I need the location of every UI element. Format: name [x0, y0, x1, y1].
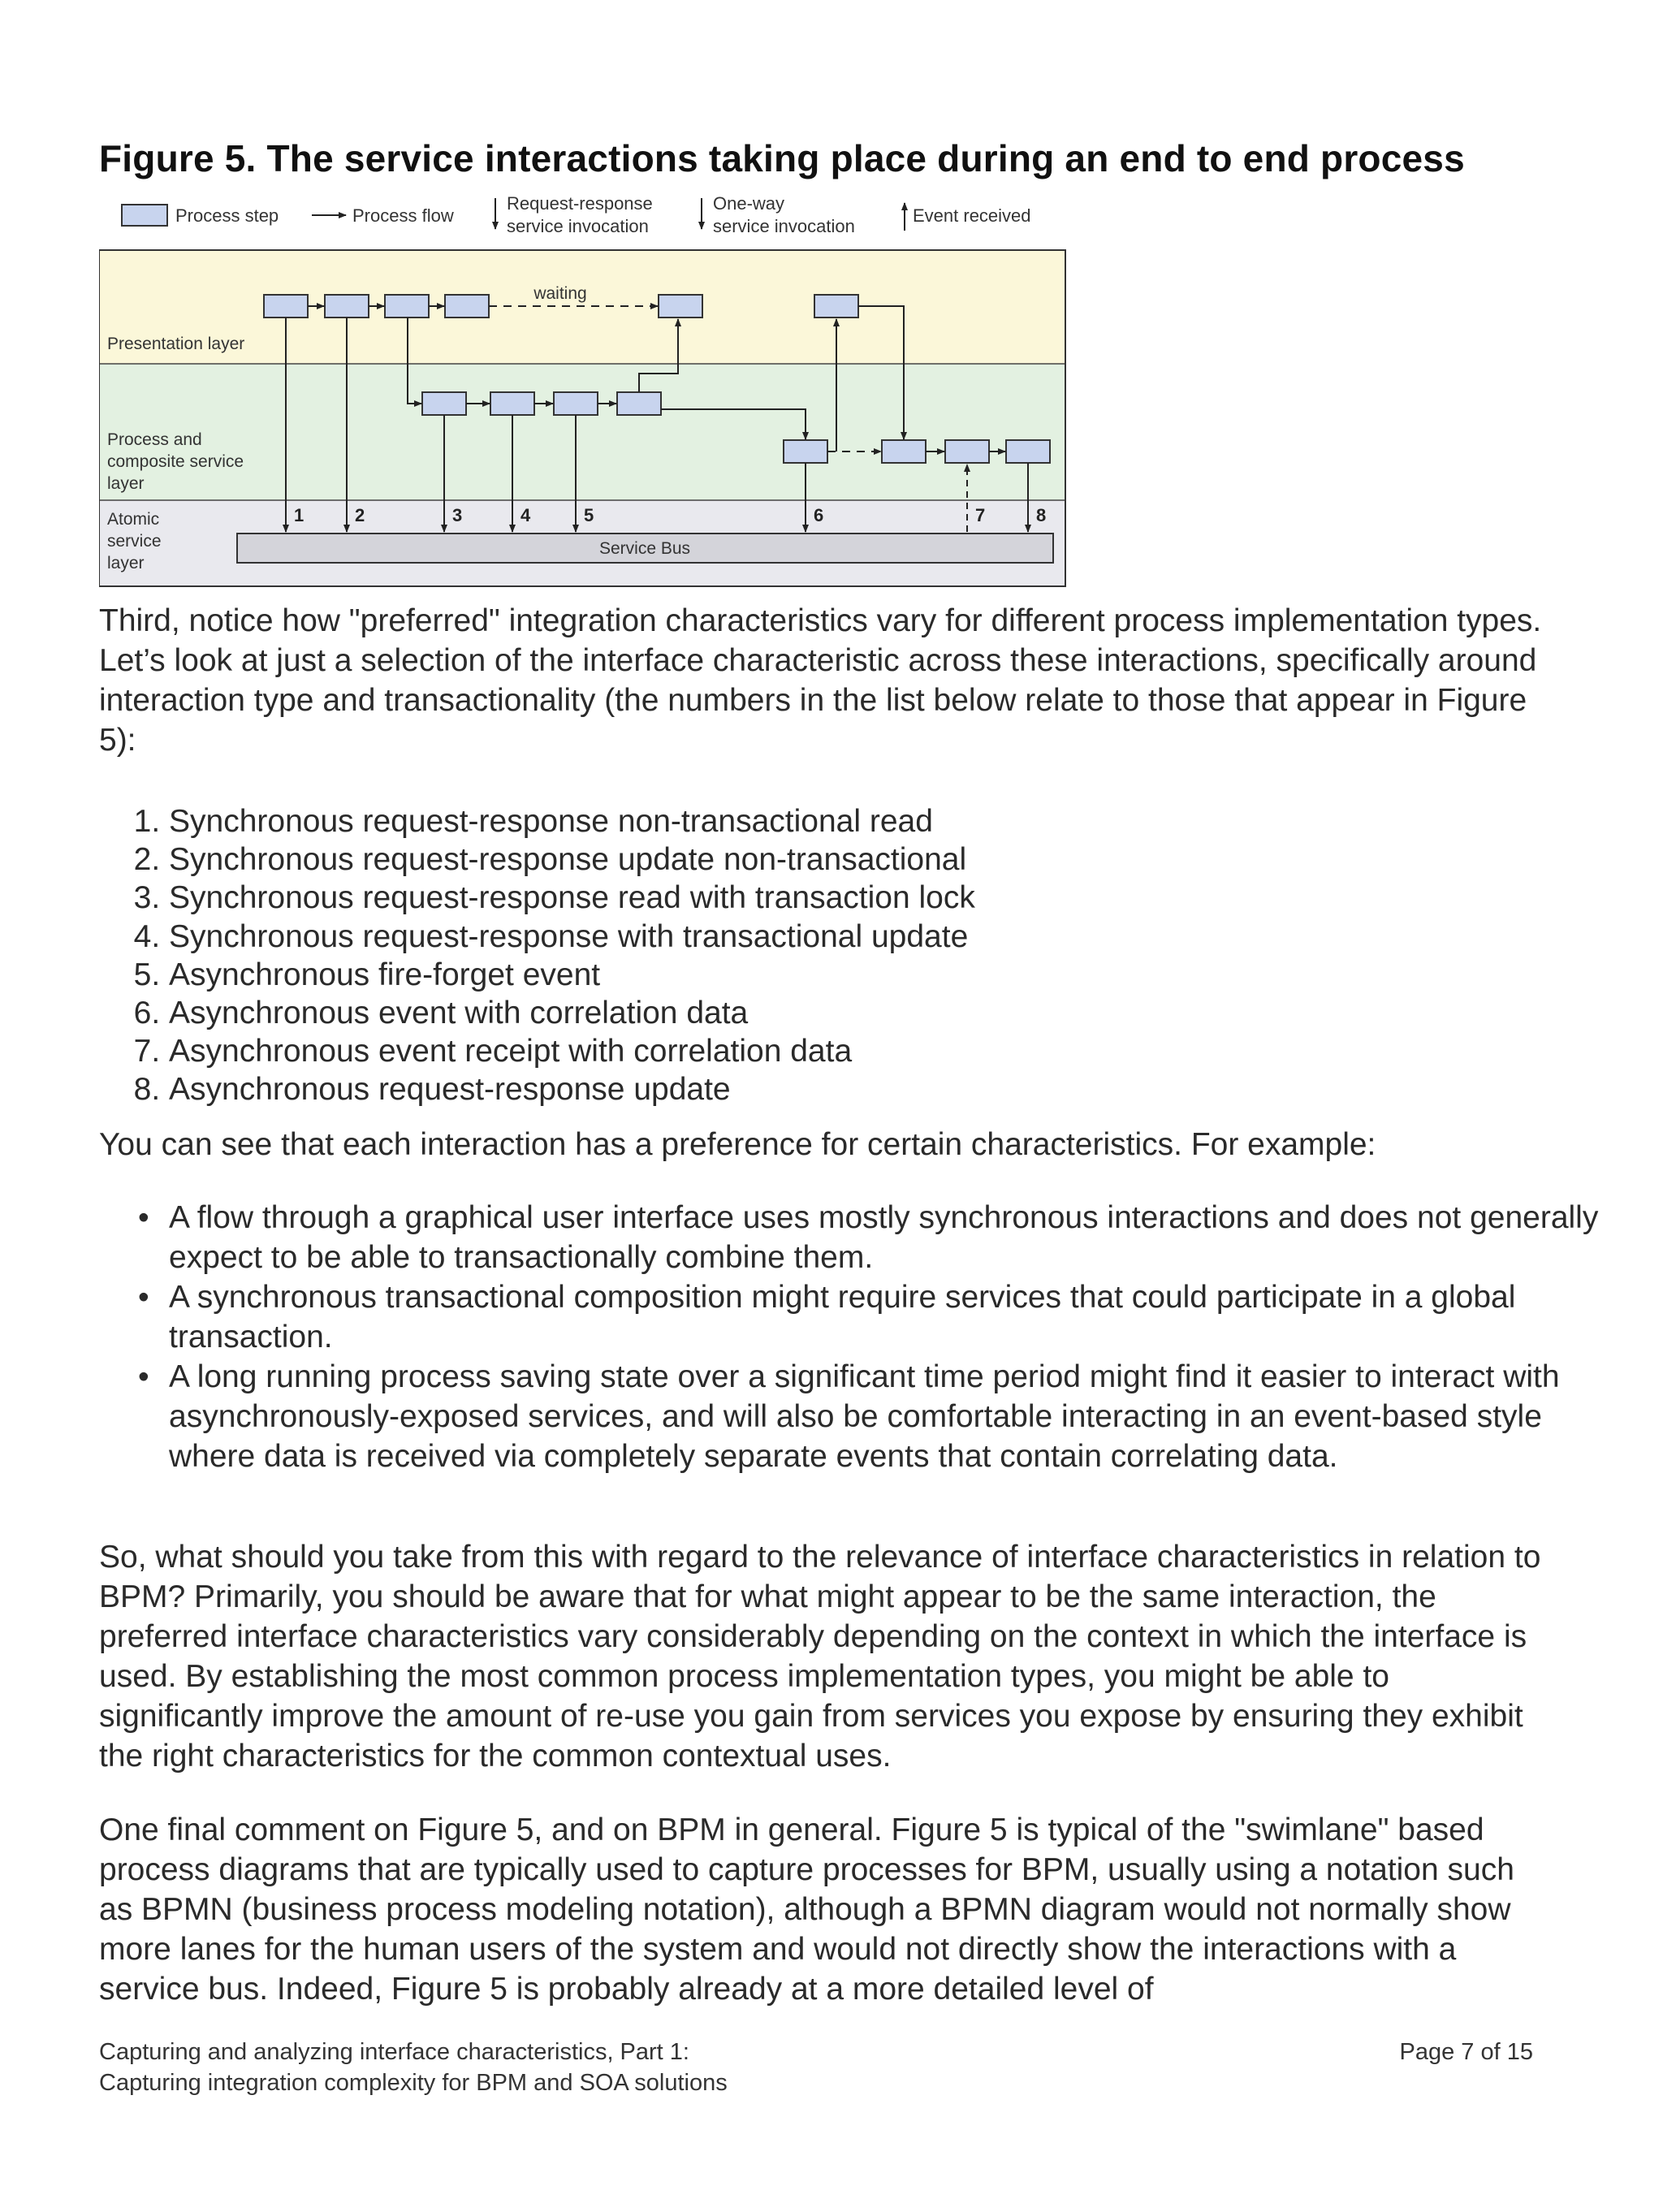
list-item: 2. Synchronous request-response update non-transactional [169, 840, 1549, 879]
process-step [814, 295, 858, 318]
list-item: 7. Asynchronous event receipt with correlation data [169, 1032, 1549, 1070]
bullet-icon: • [138, 1280, 149, 1315]
list-item [138, 1357, 1631, 1476]
atomic-lane-label-1: Atomic [107, 510, 160, 529]
page-number: Page 7 of 15 [1399, 2039, 1533, 2065]
service-bus-label: Service Bus [598, 539, 691, 558]
process-step [882, 440, 926, 463]
footer-title-line-2: Capturing integration complexity for BPM and SOA solutions [99, 2070, 728, 2096]
atomic-lane-label-2: service [107, 532, 162, 551]
interaction-number-1: 1 [294, 505, 305, 525]
intro-paragraph: Third, notice how "preferred" integration characteristics vary for different process implementation types. Let’s look at just a selection of the interface characteristic across these interactions, specifically around interaction type and transactionality (the numbers in the list below relate to those that appear in Figure 5): [99, 603, 1542, 758]
process-step [490, 392, 534, 415]
final-paragraph: One final comment on Figure 5, and on BPM in general. Figure 5 is typical of the "swimlane" based process diagrams that are typically used to capture processes for BPM, usually using a notation such as BPMN (business process modeling notation), although a BPMN diagram would not normally show more lanes for the human users of the system and would not directly show the interactions with a service bus. Indeed, Figure 5 is probably already at a more detailed level of [99, 1812, 1514, 2007]
figure-title: Figure 5. The service interactions taking place during an end to end process [99, 137, 1465, 179]
interaction-number-7: 7 [975, 505, 986, 525]
interaction-number-2: 2 [355, 505, 365, 525]
list-item: 1. Synchronous request-response non-transactional read [169, 802, 1549, 840]
process-step [554, 392, 598, 415]
takeaway-paragraph: So, what should you take from this with regard to the relevance of interface characteristics in relation to BPM? Primarily, you should be aware that for what might appear to be the same interaction, the preferred interface characteristics vary considerably depending on the context in which the interface is used. By establishing the most common process implementation types, you might be able to significantly improve the amount of re-use you gain from services you expose by ensuring they exhibit the right characteristics for the common contextual uses. [99, 1540, 1541, 1773]
interaction-number-8: 8 [1036, 505, 1047, 525]
legend [122, 193, 1031, 236]
process-lane [99, 364, 1065, 500]
process-step [264, 295, 308, 318]
bullet-icon: • [138, 1359, 149, 1394]
example-intro: You can see that each interaction has a preference for certain characteristics. For example: [99, 1127, 1376, 1162]
example-text: A synchronous transactional composition might require services that could participate in a global transaction. [169, 1280, 1516, 1354]
process-step [325, 295, 369, 318]
process-step [617, 392, 661, 415]
example-list [99, 1198, 1631, 1476]
legend-request-response-label-1: Request-response [507, 193, 653, 214]
list-item: 3. Synchronous request-response read with transaction lock [169, 879, 1549, 917]
interaction-number-5: 5 [584, 505, 594, 525]
list-item [138, 1277, 1631, 1357]
legend-event-received-label: Event received [913, 205, 1031, 226]
footer-title-line-1: Capturing and analyzing interface characteristics, Part 1: [99, 2039, 689, 2065]
legend-process-flow-label: Process flow [352, 205, 454, 226]
process-step [385, 295, 429, 318]
waiting-label: waiting [533, 284, 587, 303]
process-lane-label-3: layer [107, 474, 145, 493]
footer-title [99, 2037, 728, 2098]
legend-process-step-swatch [122, 205, 167, 226]
list-item: 8. Asynchronous request-response update [169, 1070, 1549, 1108]
process-step [659, 295, 702, 318]
interaction-number-4: 4 [520, 505, 531, 525]
process-lane-label-1: Process and [107, 430, 202, 449]
legend-request-response-label-2: service invocation [507, 216, 649, 236]
atomic-lane-label-3: layer [107, 554, 145, 572]
list-item: 5. Asynchronous fire-forget event [169, 956, 1549, 994]
process-step [945, 440, 989, 463]
process-step [784, 440, 827, 463]
legend-one-way-label-2: service invocation [713, 216, 855, 236]
list-item: 6. Asynchronous event with correlation data [169, 994, 1549, 1032]
interaction-number-6: 6 [814, 505, 824, 525]
process-lane-label-2: composite service [107, 452, 244, 471]
legend-process-step-label: Process step [175, 205, 279, 226]
process-step [422, 392, 466, 415]
bullet-icon: • [138, 1200, 149, 1235]
swimlane-diagram [99, 192, 1083, 598]
process-step [445, 295, 489, 318]
process-step [1006, 440, 1050, 463]
presentation-lane-label: Presentation layer [107, 335, 245, 353]
example-text: A flow through a graphical user interface uses mostly synchronous interactions and does not generally expect to be able to transactionally combine them. [169, 1200, 1599, 1275]
list-item [138, 1198, 1631, 1277]
interaction-number-3: 3 [452, 505, 463, 525]
example-text: A long running process saving state over a significant time period might find it easier to interact with asynchronously-exposed services, and will also be comfortable interacting in an event-based style where data is received via completely separate events that contain correlating data. [169, 1359, 1560, 1474]
interaction-list [99, 802, 1549, 1109]
legend-one-way-label-1: One-way [713, 193, 785, 214]
list-item: 4. Synchronous request-response with transactional update [169, 918, 1549, 956]
